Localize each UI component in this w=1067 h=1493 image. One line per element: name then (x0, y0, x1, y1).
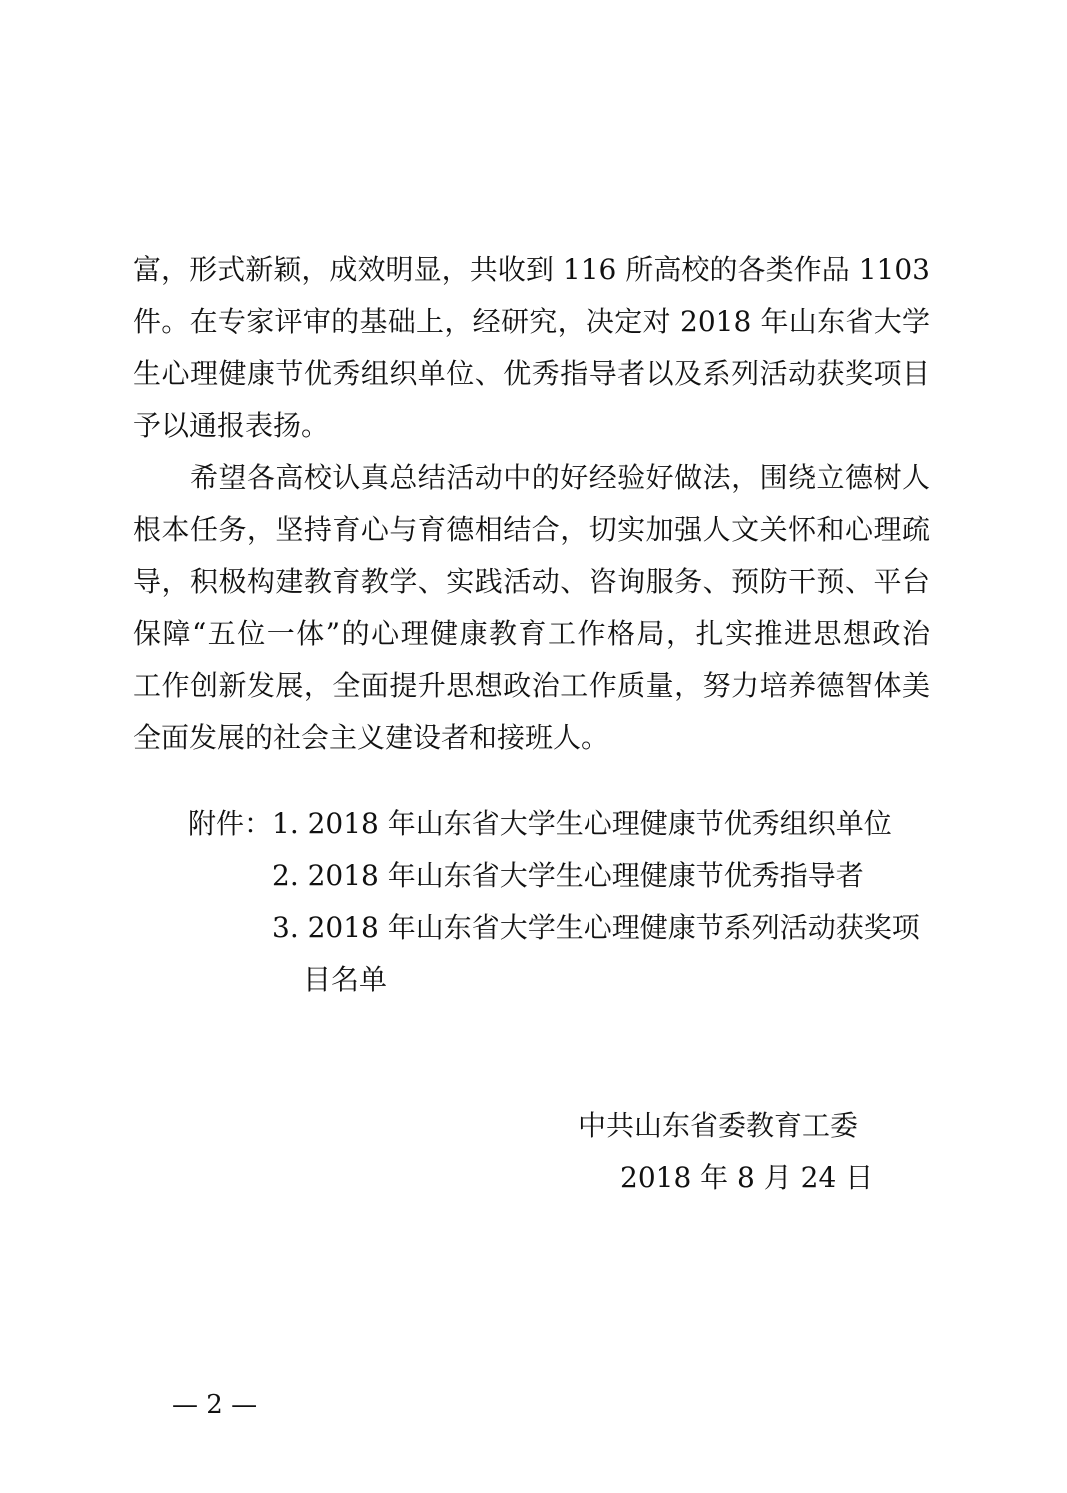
text-line: 工作创新发展，全面提升思想政治工作质量，努力培养德智体美 (133, 669, 930, 702)
issuing-organization: 中共山东省委教育工委 (578, 1109, 859, 1142)
text-line: 导，积极构建教育教学、实践活动、咨询服务、预防干预、平台 (133, 565, 930, 598)
attachment-item: 1. 2018 年山东省大学生心理健康节优秀组织单位 (272, 807, 892, 840)
text-line: 希望各高校认真总结活动中的好经验好做法，围绕立德树人 (133, 461, 930, 494)
text-line: 根本任务，坚持育心与育德相结合，切实加强人文关怀和心理疏 (133, 513, 930, 546)
text-line: 保障“五位一体”的心理健康教育工作格局，扎实推进思想政治 (133, 617, 930, 650)
text-line: 件。在专家评审的基础上，经研究，决定对 2018 年山东省大学 (133, 305, 930, 338)
attachment-item: 3. 2018 年山东省大学生心理健康节系列活动获奖项 (272, 911, 920, 944)
text-line: 予以通报表扬。 (133, 409, 330, 442)
page-number: — 2 — (172, 1390, 258, 1420)
attachment-item-continuation: 目名单 (303, 963, 388, 996)
text-line: 生心理健康节优秀组织单位、优秀指导者以及系列活动获奖项目 (133, 357, 930, 390)
issue-date: 2018 年 8 月 24 日 (620, 1161, 874, 1194)
attachments-label: 附件： (188, 807, 273, 840)
text-line: 全面发展的社会主义建设者和接班人。 (133, 721, 610, 754)
text-line: 富，形式新颖，成效明显，共收到 116 所高校的各类作品 1103 (133, 253, 930, 286)
attachment-item: 2. 2018 年山东省大学生心理健康节优秀指导者 (272, 859, 864, 892)
